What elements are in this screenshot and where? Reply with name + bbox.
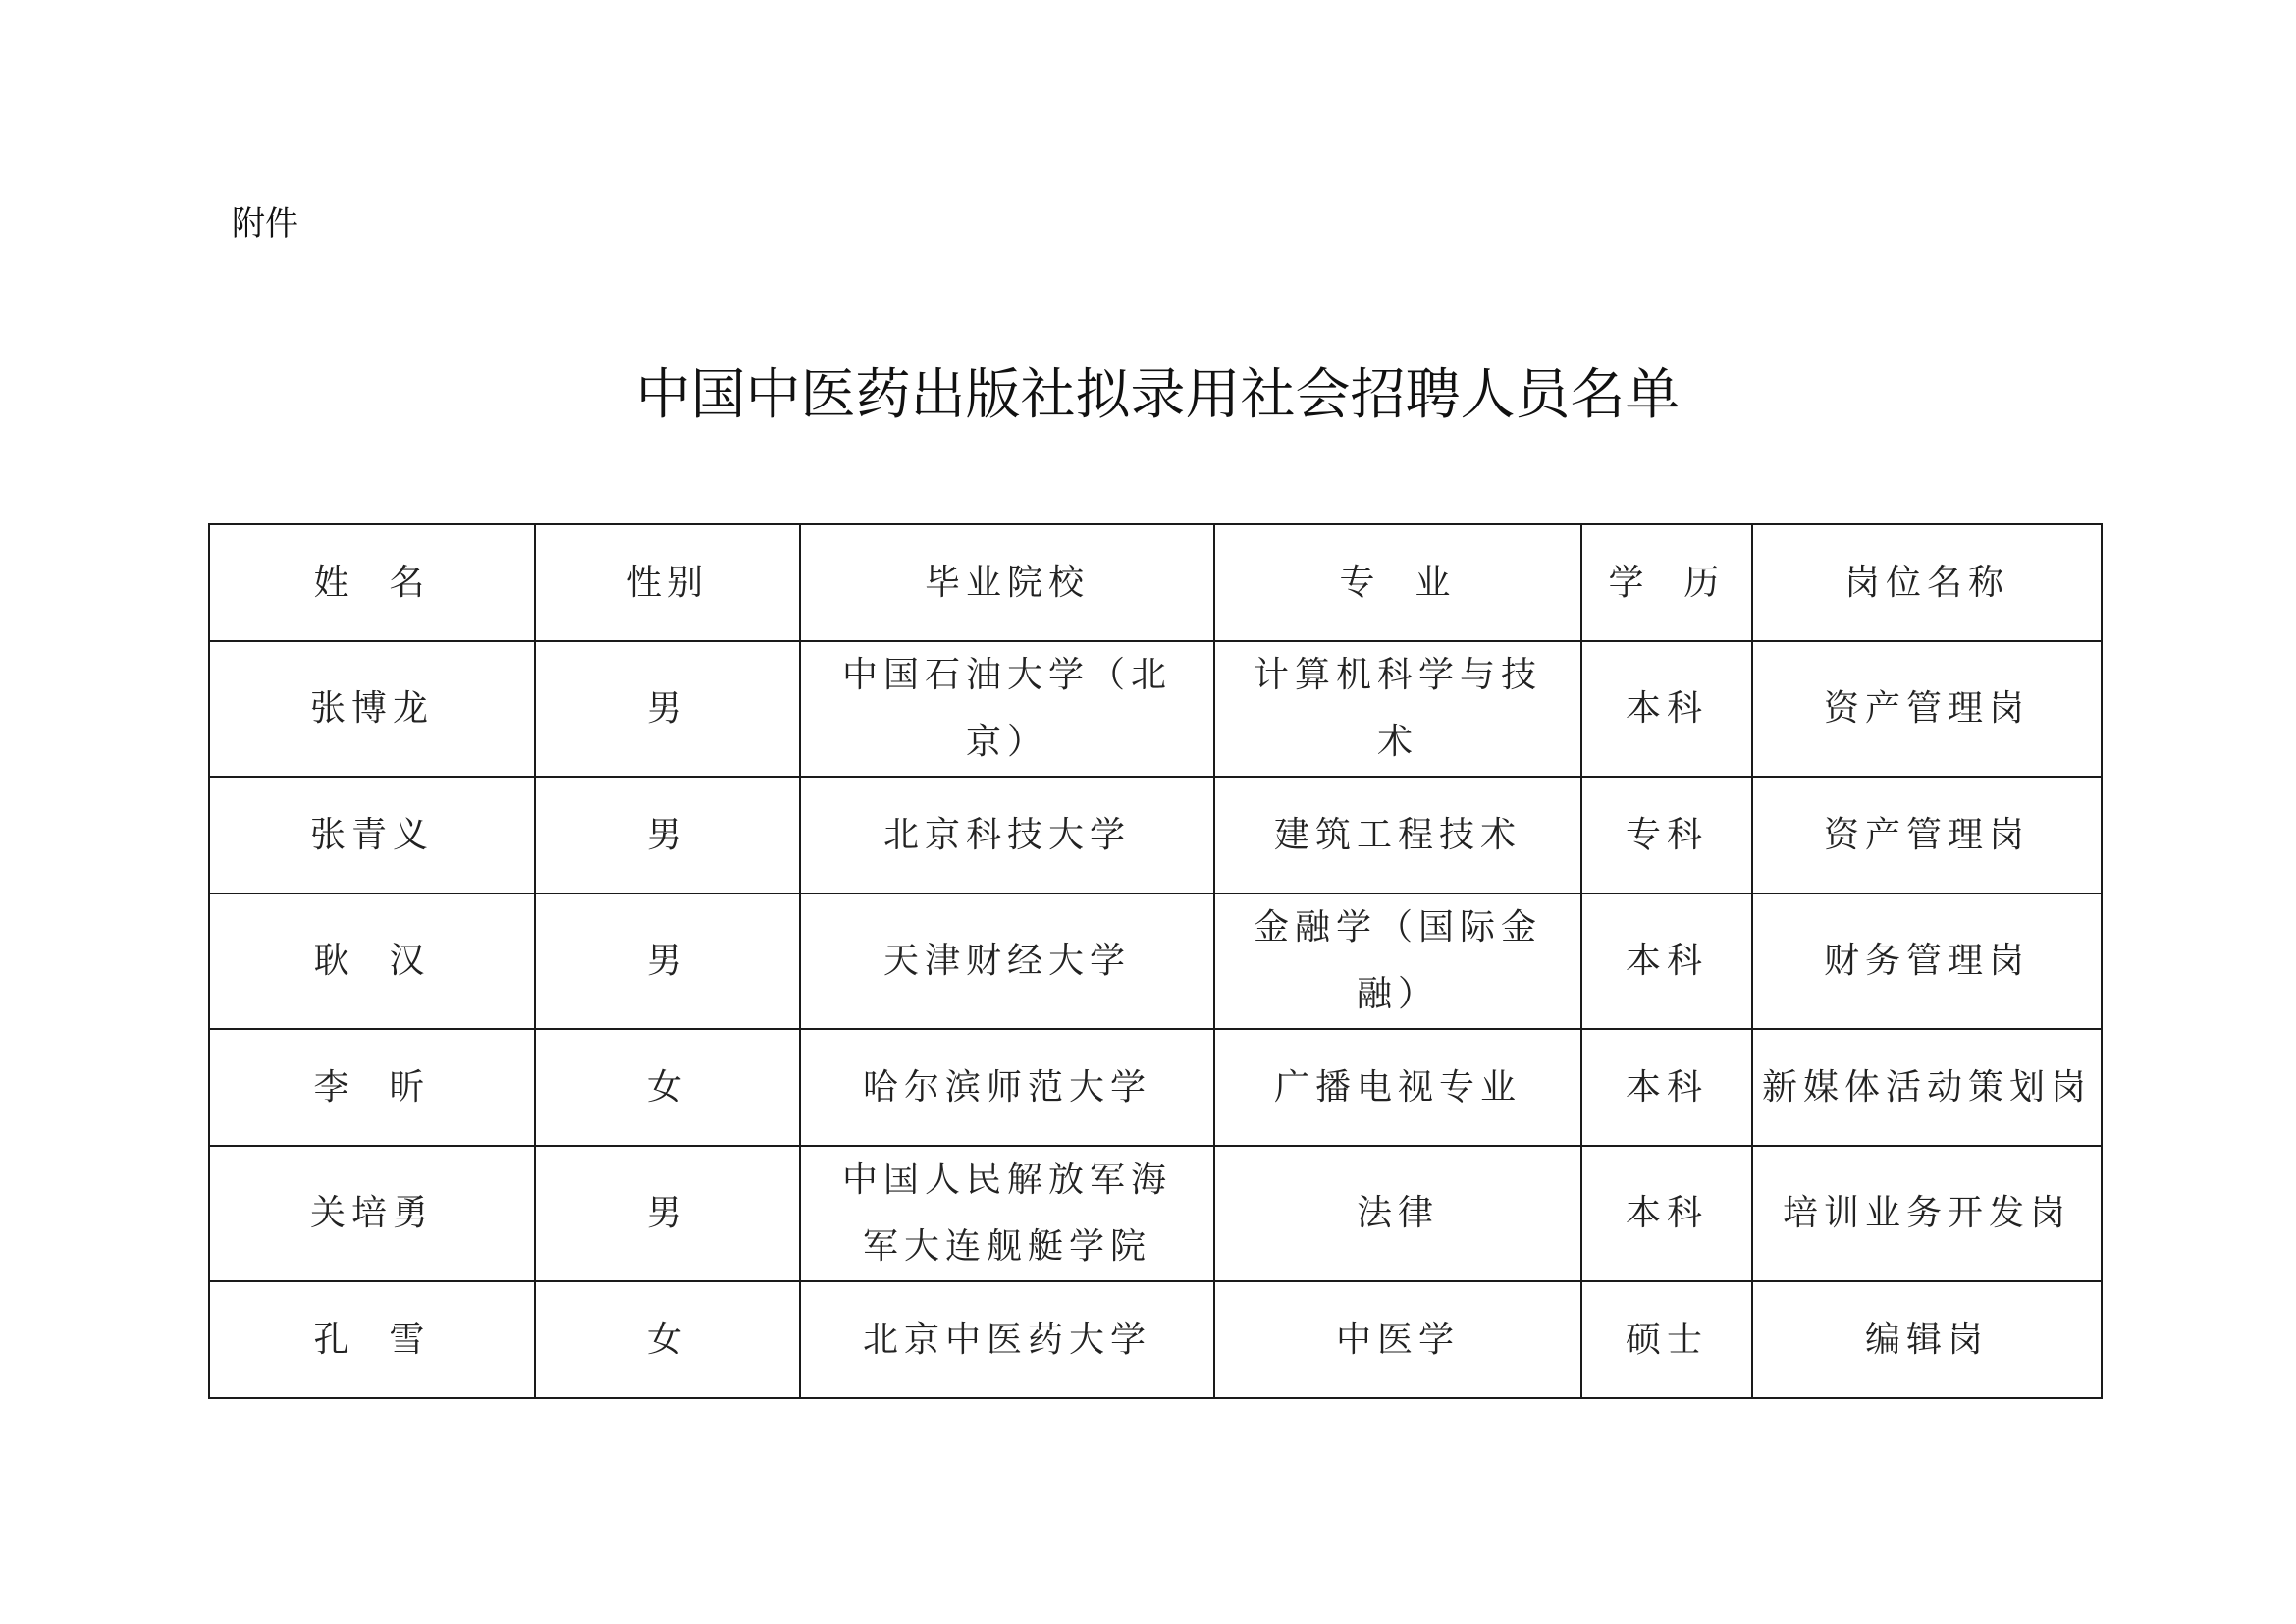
cell-school: 哈尔滨师范大学 bbox=[800, 1029, 1214, 1146]
cell-school: 北京科技大学 bbox=[800, 777, 1214, 893]
cell-position: 编辑岗 bbox=[1752, 1281, 2102, 1398]
cell-school: 天津财经大学 bbox=[800, 893, 1214, 1029]
table-row bbox=[209, 777, 2102, 893]
cell-school: 中国人民解放军海军大连舰艇学院 bbox=[800, 1146, 1214, 1281]
cell-degree: 本科 bbox=[1581, 893, 1752, 1029]
header-degree: 学 历 bbox=[1581, 524, 1752, 641]
cell-major: 建筑工程技术 bbox=[1214, 777, 1581, 893]
cell-name: 张青义 bbox=[209, 777, 535, 893]
cell-major: 广播电视专业 bbox=[1214, 1029, 1581, 1146]
table-row bbox=[209, 641, 2102, 777]
cell-major: 中医学 bbox=[1214, 1281, 1581, 1398]
cell-school: 中国石油大学（北京） bbox=[800, 641, 1214, 777]
cell-position: 财务管理岗 bbox=[1752, 893, 2102, 1029]
cell-name: 张博龙 bbox=[209, 641, 535, 777]
cell-position: 培训业务开发岗 bbox=[1752, 1146, 2102, 1281]
cell-major: 金融学（国际金融） bbox=[1214, 893, 1581, 1029]
hiring-roster-table bbox=[208, 523, 2103, 1399]
table-row bbox=[209, 1146, 2102, 1281]
header-major: 专 业 bbox=[1214, 524, 1581, 641]
cell-major: 法律 bbox=[1214, 1146, 1581, 1281]
cell-gender: 女 bbox=[535, 1029, 800, 1146]
cell-degree: 专科 bbox=[1581, 777, 1752, 893]
cell-gender: 男 bbox=[535, 777, 800, 893]
table-header-row bbox=[209, 524, 2102, 641]
cell-name: 关培勇 bbox=[209, 1146, 535, 1281]
cell-name: 耿 汉 bbox=[209, 893, 535, 1029]
header-gender: 性别 bbox=[535, 524, 800, 641]
cell-gender: 男 bbox=[535, 641, 800, 777]
cell-degree: 本科 bbox=[1581, 1146, 1752, 1281]
header-position: 岗位名称 bbox=[1752, 524, 2102, 641]
cell-position: 资产管理岗 bbox=[1752, 777, 2102, 893]
cell-gender: 男 bbox=[535, 1146, 800, 1281]
header-name: 姓 名 bbox=[209, 524, 535, 641]
cell-major: 计算机科学与技术 bbox=[1214, 641, 1581, 777]
attachment-label: 附件 bbox=[232, 204, 298, 244]
cell-position: 新媒体活动策划岗 bbox=[1752, 1029, 2102, 1146]
cell-gender: 男 bbox=[535, 893, 800, 1029]
table-row bbox=[209, 1281, 2102, 1398]
cell-degree: 本科 bbox=[1581, 641, 1752, 777]
header-school: 毕业院校 bbox=[800, 524, 1214, 641]
cell-degree: 硕士 bbox=[1581, 1281, 1752, 1398]
table-row bbox=[209, 893, 2102, 1029]
table-row bbox=[209, 1029, 2102, 1146]
cell-name: 李 昕 bbox=[209, 1029, 535, 1146]
cell-name: 孔 雪 bbox=[209, 1281, 535, 1398]
cell-degree: 本科 bbox=[1581, 1029, 1752, 1146]
page-title: 中国中医药出版社拟录用社会招聘人员名单 bbox=[635, 363, 1681, 427]
cell-gender: 女 bbox=[535, 1281, 800, 1398]
cell-position: 资产管理岗 bbox=[1752, 641, 2102, 777]
cell-school: 北京中医药大学 bbox=[800, 1281, 1214, 1398]
